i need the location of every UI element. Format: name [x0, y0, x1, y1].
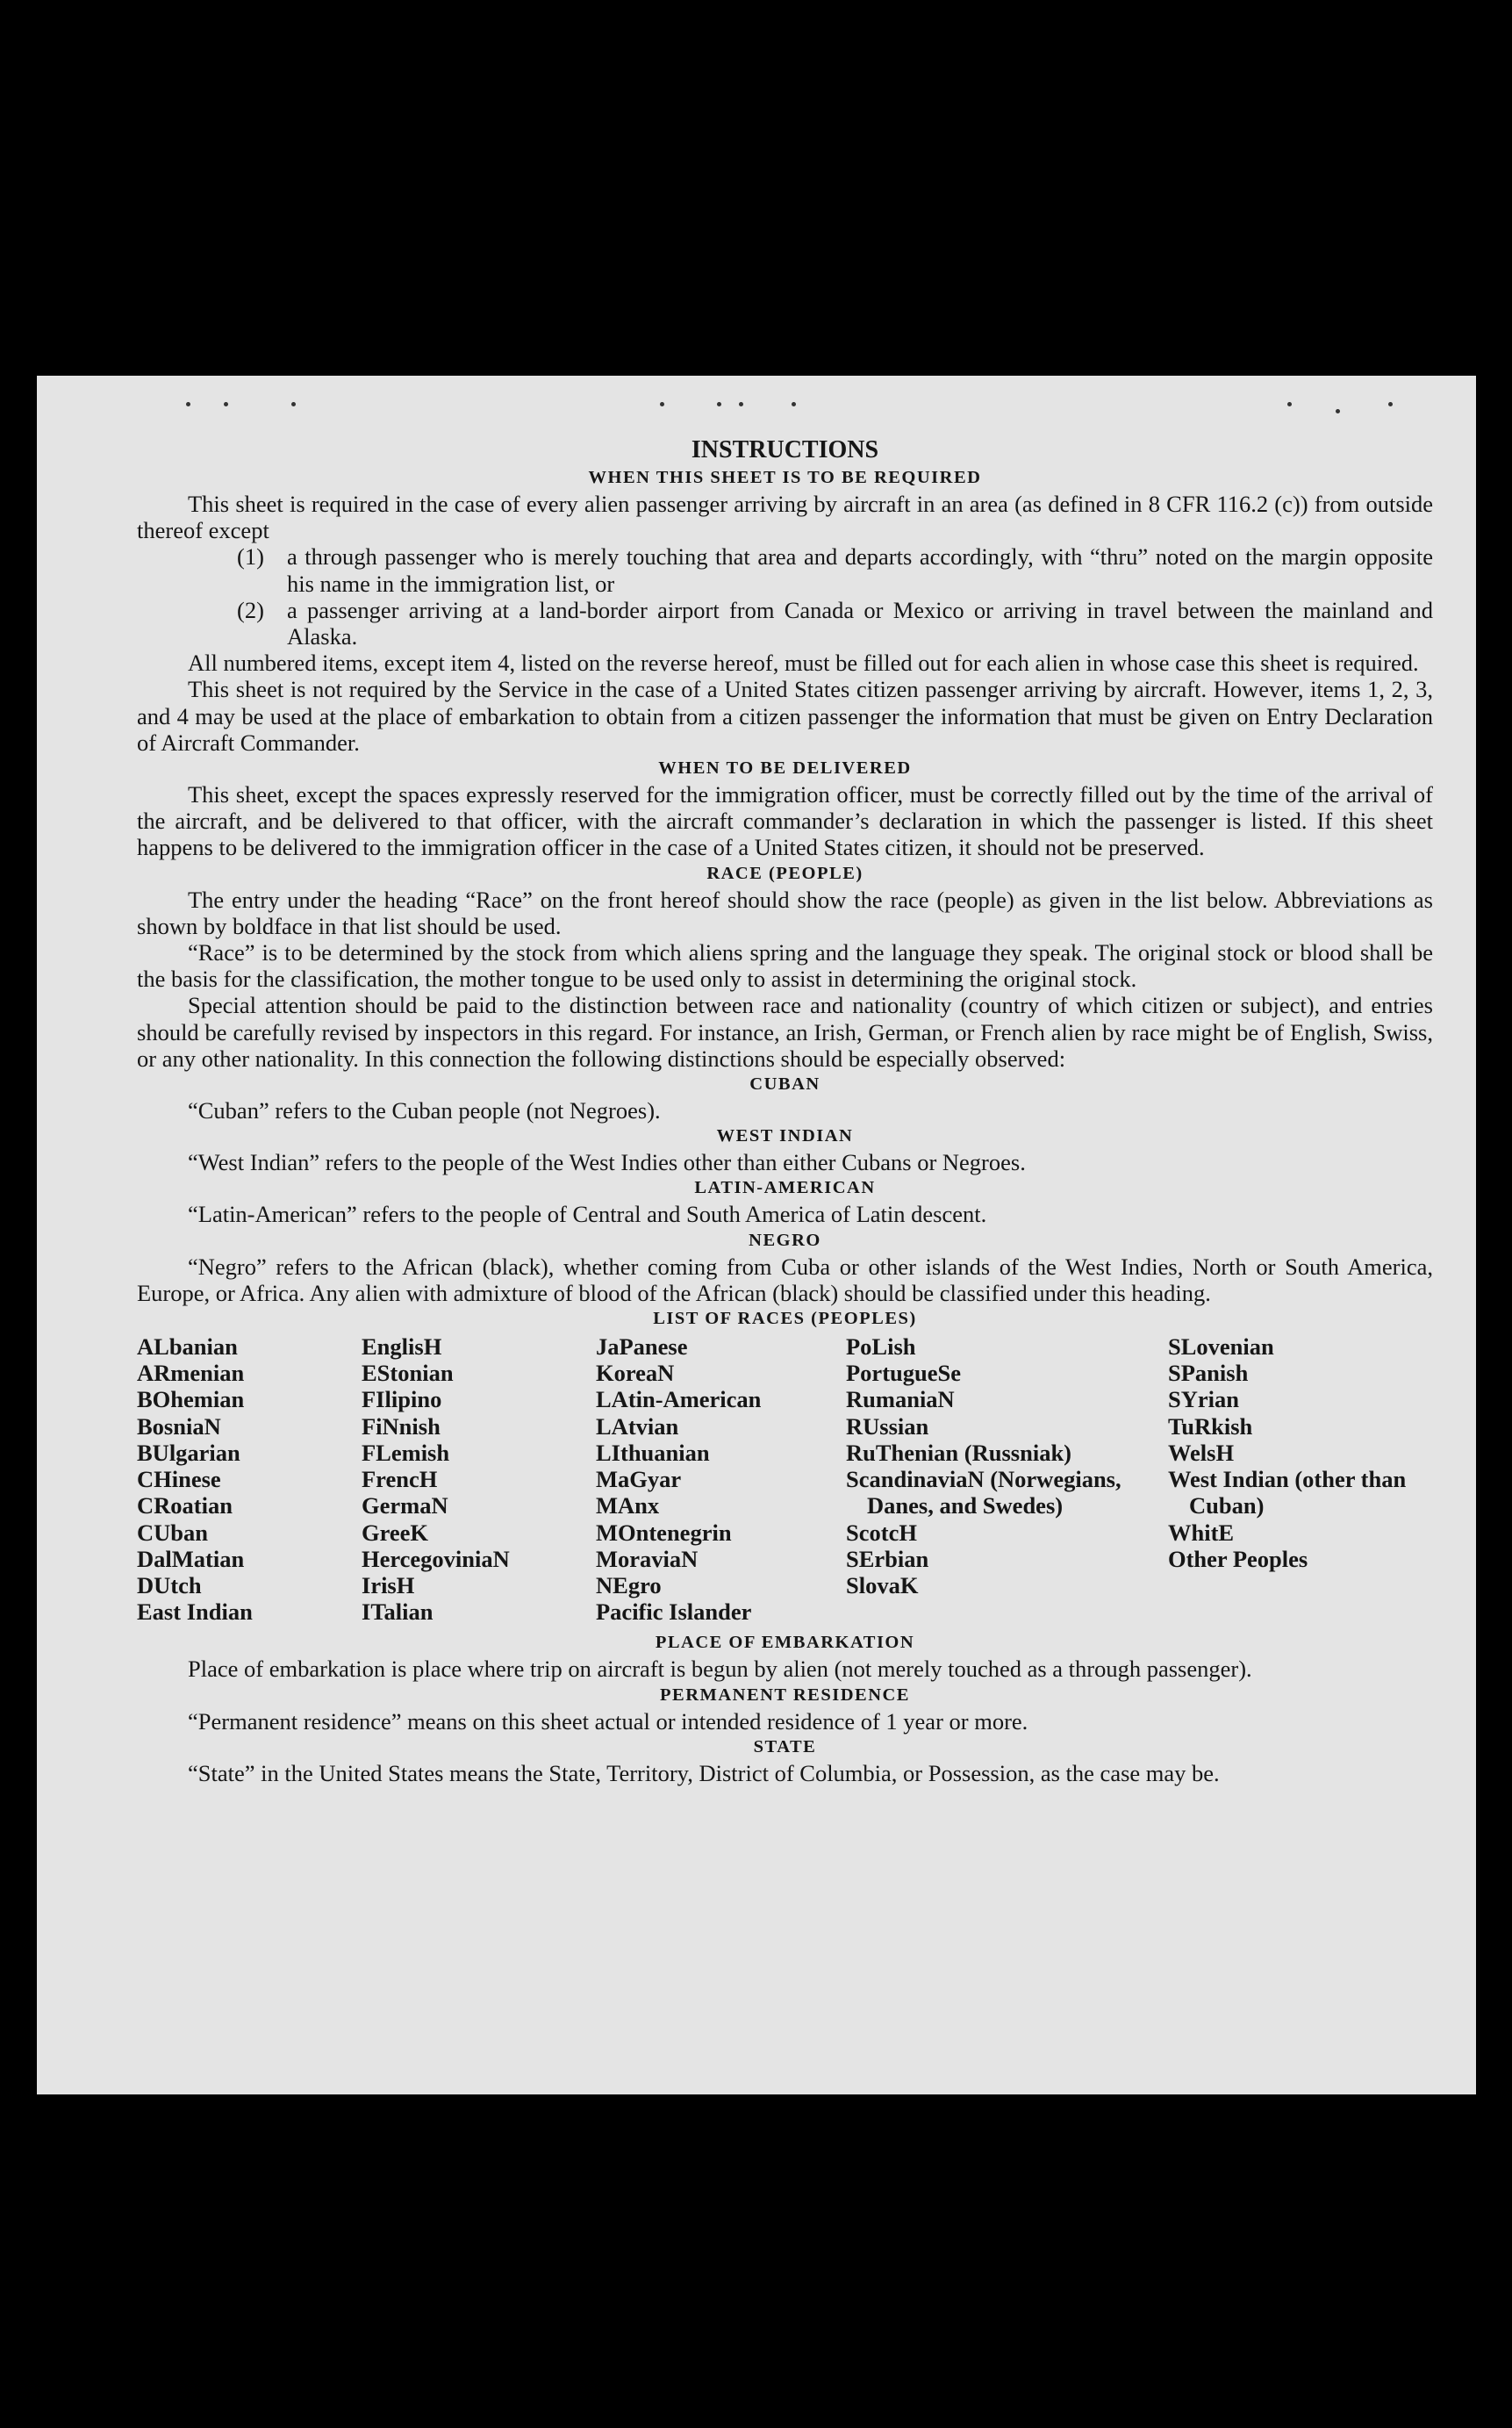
race-entry: LAtvian: [596, 1412, 679, 1440]
races-column-1: [137, 1333, 362, 1625]
race-entry: MOntenegrin: [596, 1519, 732, 1546]
required-item-1: [137, 543, 1433, 596]
cuban-paragraph: “Cuban” refers to the Cuban people (not Negroes).: [188, 1097, 661, 1124]
races-list: [137, 1333, 1433, 1625]
race-entry: ScandinaviaN (Norwegians, Danes, and Swedes): [846, 1466, 1121, 1519]
race-entry: WelsH: [1168, 1439, 1235, 1466]
race-entry: LAtin-American: [596, 1386, 762, 1413]
state-paragraph: “State” in the United States means the State, Territory, District of Columbia, or Possession, as the case may be.: [188, 1759, 1220, 1786]
heading-west-indian: WEST INDIAN: [716, 1126, 854, 1146]
heading-permanent-residence: PERMANENT RESIDENCE: [660, 1685, 910, 1705]
race-entry: SLovenian: [1168, 1333, 1274, 1361]
race-paragraph-2: “Race” is to be determined by the stock from which aliens spring and the language they speak. The original stock or blood shall be the basis for the classification, the mother tongue to be used only to assist in determining the original stock.: [137, 939, 1433, 993]
race-entry: ARmenian: [137, 1360, 245, 1387]
race-entry: FrencH: [362, 1466, 438, 1493]
race-entry: RUssian: [846, 1412, 929, 1440]
heading-place-of-embarkation: PLACE OF EMBARKATION: [655, 1633, 915, 1653]
race-entry: Other Peoples: [1168, 1545, 1308, 1572]
races-column-4: [846, 1333, 1168, 1625]
race-entry: East Indian: [137, 1598, 253, 1626]
item-text: a passenger arriving at a land-border airport from Canada or Mexico or arriving in travel between the mainland and Alaska.: [287, 596, 1433, 650]
item-number: (2): [237, 596, 264, 623]
page-title: INSTRUCTIONS: [691, 436, 879, 463]
race-entry: EStonian: [362, 1360, 454, 1387]
race-entry: WhitE: [1168, 1519, 1235, 1546]
residence-paragraph: “Permanent residence” means on this sheet actual or intended residence of 1 year or more.: [188, 1707, 1028, 1735]
race-entry: ScotcH: [846, 1519, 917, 1546]
race-entry: JaPanese: [596, 1333, 688, 1361]
heading-when-delivered: WHEN TO BE DELIVERED: [658, 758, 912, 779]
item-text: a through passenger who is merely touching that area and departs accordingly, with “thru” noted on the margin opposite his name in the immigration list, or: [287, 543, 1433, 597]
required-item-2: [137, 597, 1433, 650]
required-paragraph-3: This sheet is not required by the Service in the case of a United States citizen passenger arriving by aircraft. However, items 1, 2, 3, and 4 may be used at the place of embarkation to obtain from a citizen passenger the information that must be given on Entry Declaration of Aircraft Commander.: [137, 676, 1433, 756]
race-entry: Pacific Islander: [596, 1598, 752, 1626]
race-entry: GreeK: [362, 1519, 429, 1546]
race-entry: EnglisH: [362, 1333, 442, 1361]
scan-speck: [1287, 402, 1292, 406]
race-entry: DalMatian: [137, 1545, 245, 1572]
race-entry: FiNnish: [362, 1412, 441, 1440]
race-paragraph-1: The entry under the heading “Race” on the front hereof should show the race (people) as given in the list below. Abbreviations as shown by boldface in that list should be used.: [137, 886, 1433, 939]
heading-latin-american: LATIN-AMERICAN: [694, 1178, 876, 1198]
race-entry: MaGyar: [596, 1466, 682, 1493]
negro-paragraph: “Negro” refers to the African (black), whether coming from Cuba or other islands of the West Indies, North or South America, Europe, or Africa. Any alien with admixture of blood of the African (black) should be classified under this heading.: [137, 1253, 1433, 1306]
race-entry: SPanish: [1168, 1360, 1249, 1387]
race-entry: BosniaN: [137, 1412, 221, 1440]
race-entry: TuRkish: [1168, 1412, 1253, 1440]
scan-speck: [739, 402, 743, 406]
heading-negro: NEGRO: [749, 1230, 821, 1250]
scan-speck: [186, 402, 190, 406]
race-entry: MoraviaN: [596, 1545, 699, 1572]
race-entry: ITalian: [362, 1598, 434, 1626]
race-entry: NEgro: [596, 1571, 662, 1598]
heading-list-of-races: LIST OF RACES (PEOPLES): [653, 1309, 917, 1329]
race-entry: West Indian (other than Cuban): [1168, 1466, 1407, 1519]
instructions-content: [137, 435, 1433, 1786]
required-intro: This sheet is required in the case of every alien passenger arriving by aircraft in an area (as defined in 8 CFR 116.2 (c)) from outside thereof except: [137, 491, 1433, 544]
required-paragraph-2: All numbered items, except item 4, listed on the reverse hereof, must be filled out for each alien in whose case this sheet is required.: [188, 650, 1419, 677]
races-column-5: [1168, 1333, 1431, 1625]
race-entry: HercegoviniaN: [362, 1545, 510, 1572]
west-indian-paragraph: “West Indian” refers to the people of the West Indies other than either Cubans or Negroes.: [188, 1149, 1026, 1176]
scan-speck: [224, 402, 228, 406]
race-entry: FIlipino: [362, 1386, 442, 1413]
race-entry: RumaniaN: [846, 1386, 955, 1413]
race-entry: IrisH: [362, 1571, 415, 1598]
document-page: [37, 376, 1476, 2094]
race-entry: KoreaN: [596, 1360, 675, 1387]
race-entry: CHinese: [137, 1466, 221, 1493]
heading-when-required: WHEN THIS SHEET IS TO BE REQUIRED: [588, 468, 982, 487]
scan-speck: [1336, 409, 1340, 413]
race-entry: SErbian: [846, 1545, 929, 1572]
race-entry: MAnx: [596, 1492, 660, 1519]
races-column-3: [596, 1333, 846, 1625]
race-entry: ALbanian: [137, 1333, 238, 1361]
race-entry: LIthuanian: [596, 1439, 710, 1466]
race-entry: GermaN: [362, 1492, 448, 1519]
race-entry: CRoatian: [137, 1492, 233, 1519]
scan-specks: [37, 402, 1476, 420]
race-paragraph-3: Special attention should be paid to the distinction between race and nationality (country of which citizen or subject), and entries should be carefully revised by inspectors in this regard. For instance, an Irish, German, or French alien by race might be of English, Swiss, or any other nationality. In this connection the following distinctions should be especially observed:: [137, 992, 1433, 1072]
delivered-paragraph: This sheet, except the spaces expressly reserved for the immigration officer, must be correctly filled out by the time of the arrival of the aircraft, and be delivered to that officer, with the aircraft commander’s declaration in which the passenger is listed. If this sheet happens to be delivered to the immigration officer in the case of a United States citizen, it should not be preserved.: [137, 781, 1433, 861]
race-entry: CUban: [137, 1519, 209, 1546]
scan-speck: [717, 402, 721, 406]
heading-state: STATE: [753, 1736, 817, 1756]
embarkation-paragraph: Place of embarkation is place where trip on aircraft is begun by alien (not merely touched as a through passenger).: [188, 1656, 1252, 1683]
scan-speck: [660, 402, 664, 406]
race-entry: BOhemian: [137, 1386, 245, 1413]
race-entry: FLemish: [362, 1439, 450, 1466]
race-entry: SYrian: [1168, 1386, 1239, 1413]
race-entry: PortugueSe: [846, 1360, 962, 1387]
latin-american-paragraph: “Latin-American” refers to the people of Central and South America of Latin descent.: [188, 1201, 987, 1228]
race-entry: BUlgarian: [137, 1439, 240, 1466]
item-number: (1): [237, 543, 264, 571]
scan-speck: [291, 402, 296, 406]
race-entry: PoLish: [846, 1333, 916, 1361]
scan-speck: [792, 402, 796, 406]
scan-speck: [1388, 402, 1393, 406]
heading-cuban: CUBAN: [749, 1074, 820, 1095]
race-entry: RuThenian (Russniak): [846, 1439, 1072, 1466]
race-entry: DUtch: [137, 1571, 202, 1598]
race-entry: SlovaK: [846, 1571, 919, 1598]
heading-race: RACE (PEOPLE): [706, 863, 863, 883]
races-column-2: [362, 1333, 596, 1625]
